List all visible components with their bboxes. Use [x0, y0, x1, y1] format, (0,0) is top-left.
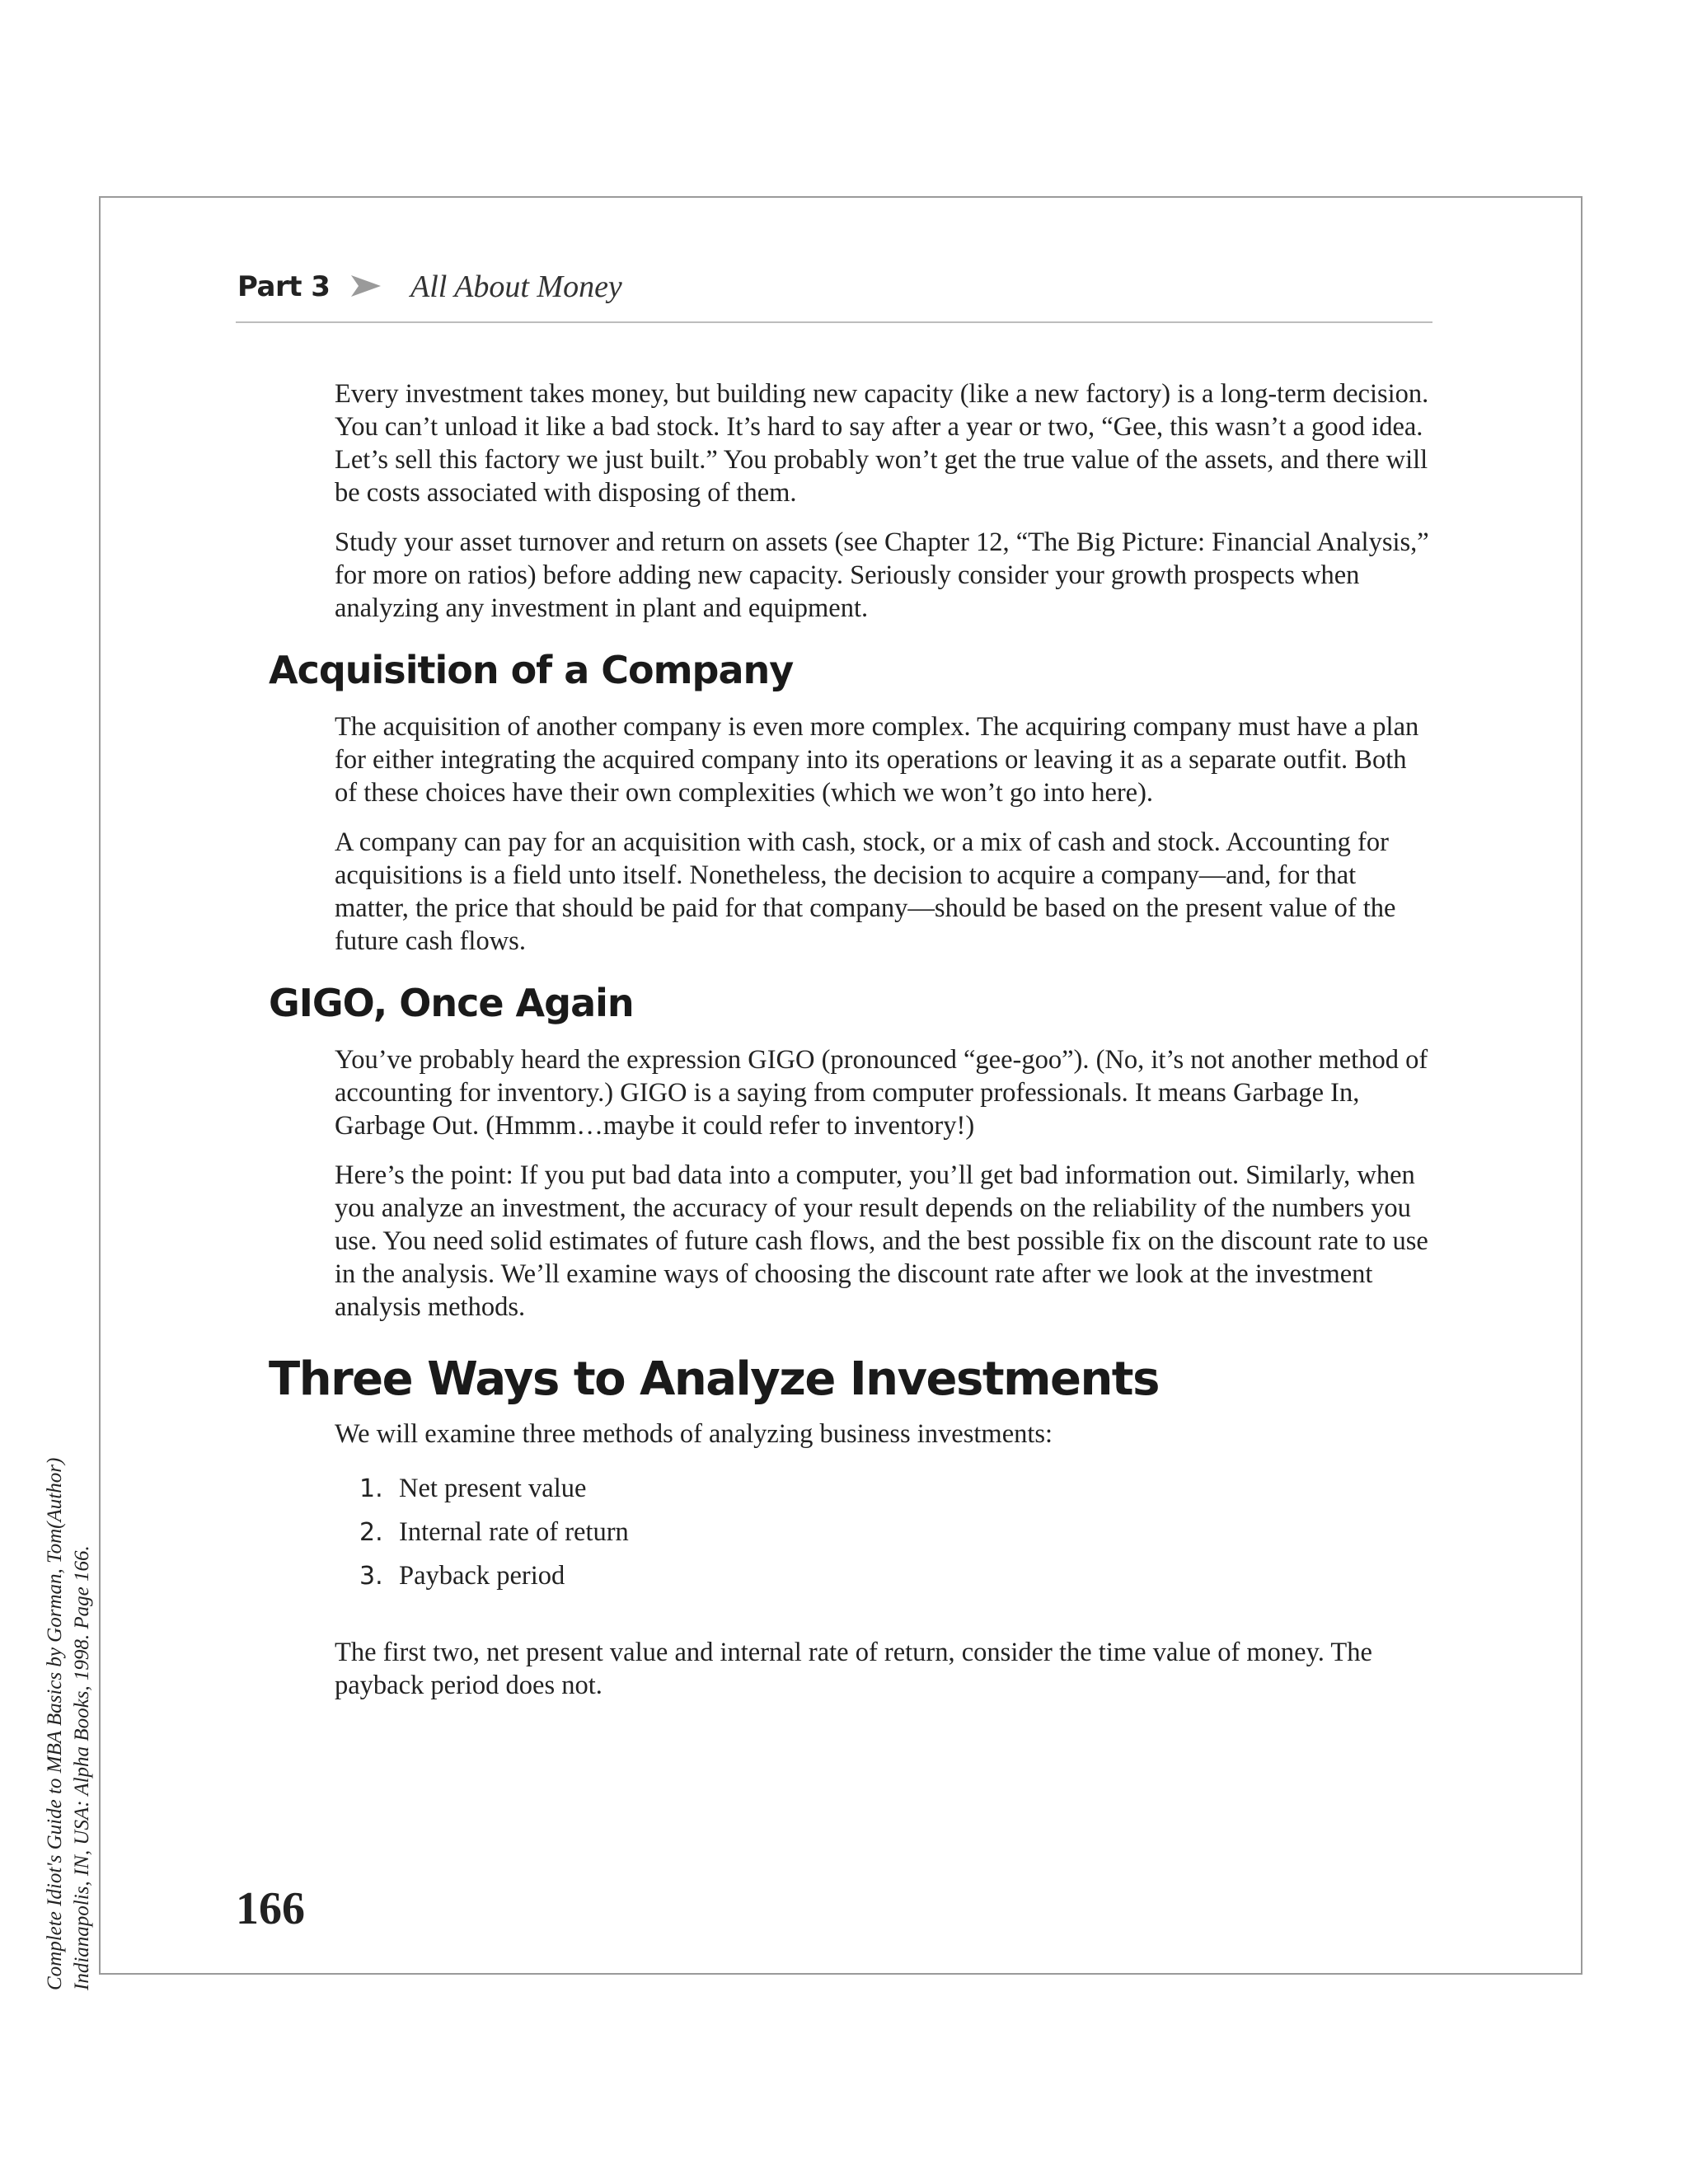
side-citation — [41, 1331, 107, 1990]
list-item — [359, 1467, 1432, 1511]
list-number: 2. — [359, 1518, 383, 1547]
citation-line-1: Complete Idiot's Guide to MBA Basics by Gorman, Tom(Author) — [44, 1457, 66, 1990]
list-item — [359, 1554, 1432, 1598]
part-title: All About Money — [410, 269, 622, 304]
citation-line-2: Indianapolis, IN, USA: Alpha Books, 1998. Page 166. — [71, 1545, 93, 1990]
page-content — [269, 377, 1432, 1718]
section-heading-acquisition: Acquisition of a Company — [269, 648, 794, 692]
list-label: Internal rate of return — [399, 1517, 629, 1547]
paragraph: The acquisition of another company is even more complex. The acquiring company must have a plan for either integrating the acquired company into its operations or leaving it as a separate outfit. Both of these choices have their own complexities (which we won’t go into here). — [335, 712, 1419, 808]
list-label: Net present value — [399, 1474, 587, 1503]
methods-list — [359, 1467, 1432, 1598]
list-label: Payback period — [399, 1561, 565, 1591]
paragraph: We will examine three methods of analyzing business investments: — [335, 1419, 1053, 1449]
paragraph: Study your asset turnover and return on assets (see Chapter 12, “The Big Picture: Financial Analysis,” for more on ratios) before adding new capacity. Seriously consider your growth prospects when analyzing any investment in plant and equipment. — [335, 527, 1429, 623]
paragraph: Every investment takes money, but building new capacity (like a new factory) is a long-term decision. You can’t unload it like a bad stock. It’s hard to say after a year or two, “Gee, this wasn’t a good idea. Let’s sell this factory we just built.” You probably won’t get the true value of the assets, and there will be costs associated with disposing of them. — [335, 379, 1429, 508]
page-number: 166 — [236, 1883, 305, 1934]
list-item — [359, 1511, 1432, 1554]
triangle-arrow-right-icon — [351, 275, 381, 297]
running-header — [236, 265, 1432, 323]
list-number: 3. — [359, 1562, 383, 1591]
list-number: 1. — [359, 1474, 383, 1503]
paragraph: The first two, net present value and internal rate of return, consider the time value of money. The payback period does not. — [335, 1638, 1372, 1700]
part-label: Part 3 — [237, 270, 331, 303]
paragraph: Here’s the point: If you put bad data into a computer, you’ll get bad information out. Similarly, when you analyze an investment, the accuracy of your result depends on the reliability of the numbers you use. You need solid estimates of future cash flows, and the best possible fix on the discount rate to use in the analysis. We’ll examine ways of choosing the discount rate after we look at the investment analysis methods. — [335, 1160, 1428, 1322]
section-heading-gigo: GIGO, Once Again — [269, 981, 634, 1025]
paragraph: A company can pay for an acquisition with cash, stock, or a mix of cash and stock. Accounting for acquisitions is a field unto itself. Nonetheless, the decision to acquire a company—and, for that matter, the price that should be paid for that company—should be based on the present value of the future cash flows. — [335, 827, 1396, 956]
section-heading-three-ways: Three Ways to Analyze Investments — [269, 1352, 1159, 1406]
paragraph: You’ve probably heard the expression GIGO (pronounced “gee-goo”). (No, it’s not another method of accounting for inventory.) GIGO is a saying from computer professionals. It means Garbage In, Garbage Out. (Hmmm…maybe it could refer to inventory!) — [335, 1045, 1428, 1141]
